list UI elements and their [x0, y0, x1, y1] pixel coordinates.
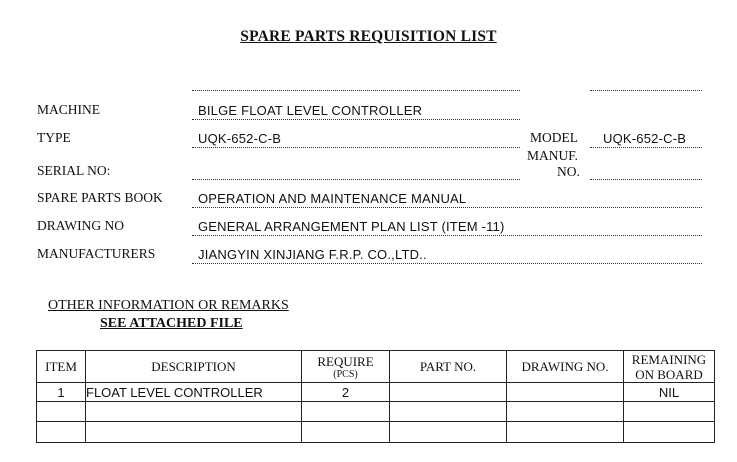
- row-drawing-no: [507, 402, 624, 422]
- drawing-no-value: GENERAL ARRANGEMENT PLAN LIST (ITEM -11): [198, 219, 505, 234]
- remarks-heading: OTHER INFORMATION OR REMARKS: [48, 298, 289, 313]
- manuf-underline: [590, 179, 702, 180]
- row-require: [302, 402, 390, 422]
- row-part-no: [390, 383, 507, 402]
- spare-parts-book-underline: [192, 207, 702, 208]
- row-require: 2: [302, 383, 390, 402]
- page-title: SPARE PARTS REQUISITION LIST: [240, 28, 497, 45]
- machine-underline: [192, 119, 520, 120]
- header-part-no: PART NO.: [390, 351, 507, 383]
- row-item: [37, 402, 86, 422]
- remarks-note: SEE ATTACHED FILE: [100, 316, 243, 331]
- machine-value: BILGE FLOAT LEVEL CONTROLLER: [198, 103, 423, 118]
- header-item: ITEM: [37, 351, 86, 383]
- manufacturers-underline: [192, 263, 702, 264]
- model-value: UQK-652-C-B: [603, 131, 687, 146]
- blank-line-top-left: [192, 90, 520, 91]
- row-remaining: [624, 422, 715, 443]
- serial-no-label: SERIAL NO:: [37, 163, 111, 178]
- header-require-label: REQUIRE: [317, 353, 374, 369]
- drawing-no-underline: [192, 235, 702, 236]
- machine-label: MACHINE: [37, 102, 100, 117]
- type-underline: [192, 147, 520, 148]
- header-drawing-no: DRAWING NO.: [507, 351, 624, 383]
- row-remaining: NIL: [624, 383, 715, 402]
- requisition-table: [36, 350, 715, 443]
- row-drawing-no: [507, 383, 624, 402]
- table-header-row: [37, 351, 715, 383]
- serial-no-underline: [192, 179, 520, 180]
- row-item: 1: [37, 383, 86, 402]
- row-part-no: [390, 402, 507, 422]
- blank-line-top-right: [590, 90, 702, 91]
- manufacturers-value: JIANGYIN XINJIANG F.R.P. CO.,LTD..: [198, 247, 427, 262]
- row-require: [302, 422, 390, 443]
- manuf-label-line1: MANUF.: [527, 148, 579, 163]
- spare-parts-book-value: OPERATION AND MAINTENANCE MANUAL: [198, 191, 467, 206]
- row-description: [86, 402, 302, 422]
- table-row: [37, 402, 715, 422]
- drawing-no-label: DRAWING NO: [37, 218, 125, 233]
- spare-parts-book-label: SPARE PARTS BOOK: [37, 190, 163, 205]
- row-description: [86, 422, 302, 443]
- row-item: [37, 422, 86, 443]
- row-part-no: [390, 422, 507, 443]
- row-remaining: [624, 402, 715, 422]
- manuf-label-line2: NO.: [557, 164, 580, 179]
- table-row: [37, 383, 715, 402]
- model-underline: [590, 147, 702, 148]
- header-remaining: [624, 351, 715, 383]
- manufacturers-label: MANUFACTURERS: [37, 246, 156, 261]
- model-label: MODEL: [530, 130, 578, 145]
- row-description: FLOAT LEVEL CONTROLLER: [86, 383, 302, 402]
- row-drawing-no: [507, 422, 624, 443]
- type-label: TYPE: [37, 130, 71, 145]
- type-value: UQK-652-C-B: [198, 131, 282, 146]
- table-row: [37, 422, 715, 443]
- header-require: [302, 351, 390, 383]
- header-remaining-line2: ON BOARD: [635, 366, 703, 382]
- header-remaining-line1: REMAINING: [631, 351, 707, 367]
- header-require-unit: (PCS): [333, 368, 358, 380]
- header-description: DESCRIPTION: [86, 351, 302, 383]
